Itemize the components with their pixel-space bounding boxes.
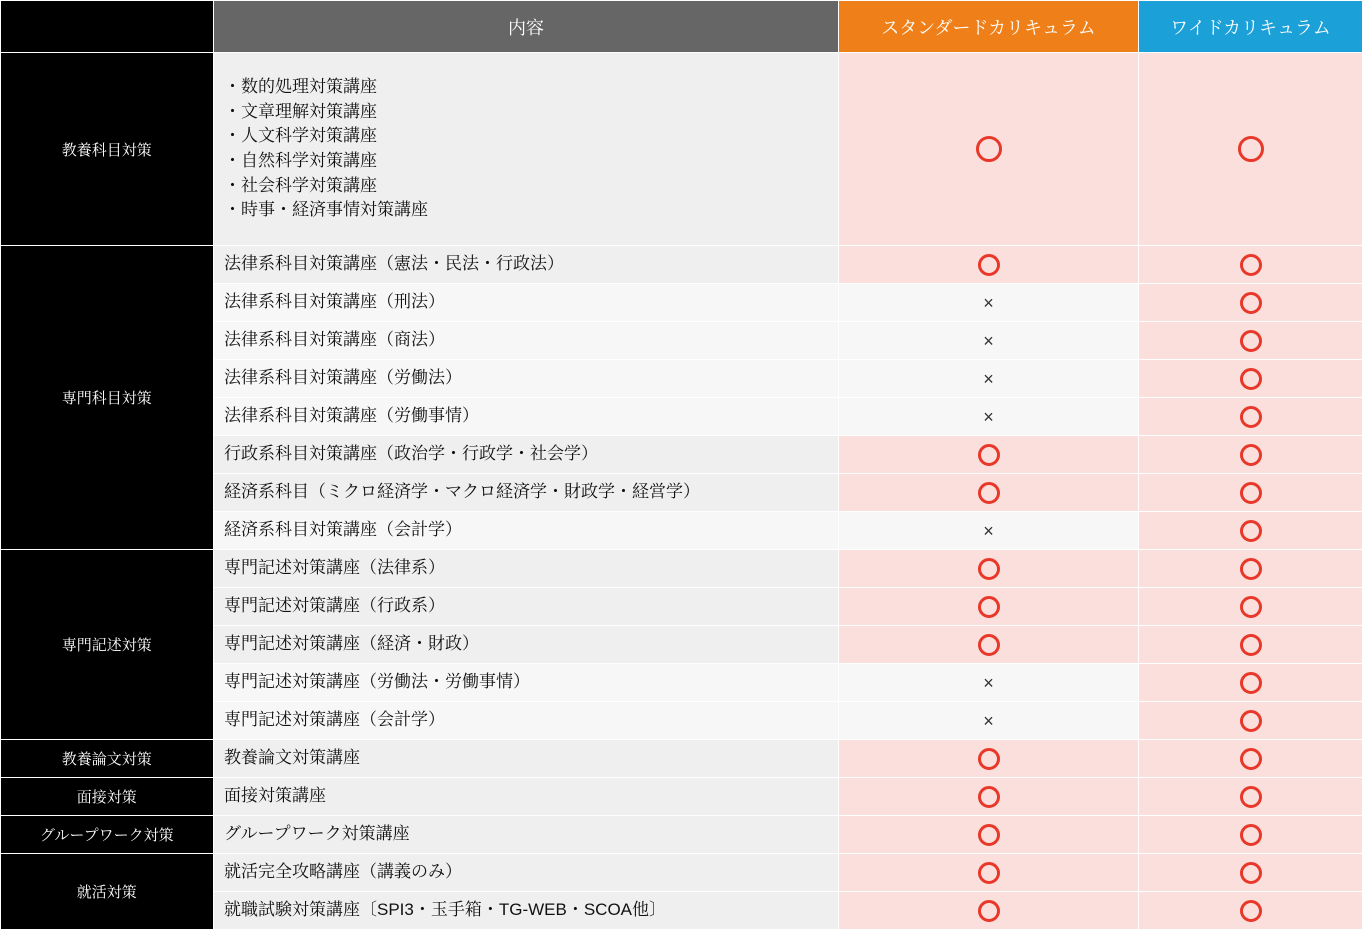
content-cell: 専門記述対策講座（会計学） <box>214 702 839 740</box>
circle-mark-icon <box>1240 862 1262 884</box>
circle-mark-icon <box>978 748 1000 770</box>
circle-mark-icon <box>978 786 1000 808</box>
circle-mark-icon <box>1240 444 1262 466</box>
category-cell: 専門記述対策 <box>1 550 214 740</box>
wide-mark-cell <box>1139 360 1362 398</box>
wide-mark-cell <box>1139 322 1362 360</box>
category-cell: グループワーク対策 <box>1 816 214 854</box>
header-content: 内容 <box>214 1 839 53</box>
circle-mark-icon <box>976 136 1002 162</box>
standard-mark-cell <box>839 892 1139 930</box>
content-cell: ・数的処理対策講座 ・文章理解対策講座 ・人文科学対策講座 ・自然科学対策講座 ・社会科学対策講座 ・時事・経済事情対策講座 <box>214 53 839 246</box>
table-row <box>1 740 1362 778</box>
cross-mark-icon: × <box>983 672 994 694</box>
wide-mark-cell <box>1139 740 1362 778</box>
content-cell: 専門記述対策講座（経済・財政） <box>214 626 839 664</box>
circle-mark-icon <box>978 596 1000 618</box>
content-cell: 法律系科目対策講座（憲法・民法・行政法） <box>214 246 839 284</box>
circle-mark-icon <box>978 558 1000 580</box>
wide-mark-cell <box>1139 854 1362 892</box>
standard-mark-cell <box>839 550 1139 588</box>
standard-mark-cell <box>839 778 1139 816</box>
standard-mark-cell <box>839 398 1139 436</box>
content-cell: 経済系科目（ミクロ経済学・マクロ経済学・財政学・経営学） <box>214 474 839 512</box>
circle-mark-icon <box>1240 406 1262 428</box>
table-row <box>1 550 1362 588</box>
content-cell: 行政系科目対策講座（政治学・行政学・社会学） <box>214 436 839 474</box>
wide-mark-cell <box>1139 664 1362 702</box>
circle-mark-icon <box>1240 710 1262 732</box>
circle-mark-icon <box>978 900 1000 922</box>
wide-mark-cell <box>1139 892 1362 930</box>
circle-mark-icon <box>978 482 1000 504</box>
standard-mark-cell <box>839 474 1139 512</box>
circle-mark-icon <box>1240 596 1262 618</box>
circle-mark-icon <box>1240 786 1262 808</box>
circle-mark-icon <box>978 634 1000 656</box>
category-cell: 就活対策 <box>1 854 214 930</box>
table-row <box>1 854 1362 892</box>
circle-mark-icon <box>1240 748 1262 770</box>
wide-mark-cell <box>1139 626 1362 664</box>
content-cell: 就活完全攻略講座（講義のみ） <box>214 854 839 892</box>
content-cell: 法律系科目対策講座（商法） <box>214 322 839 360</box>
circle-mark-icon <box>1240 520 1262 542</box>
cross-mark-icon: × <box>983 368 994 390</box>
circle-mark-icon <box>1240 634 1262 656</box>
circle-mark-icon <box>1240 292 1262 314</box>
wide-mark-cell <box>1139 474 1362 512</box>
content-cell: 就職試験対策講座〔SPI3・玉手箱・TG-WEB・SCOA他〕 <box>214 892 839 930</box>
circle-mark-icon <box>1240 672 1262 694</box>
content-cell: 教養論文対策講座 <box>214 740 839 778</box>
wide-mark-cell <box>1139 816 1362 854</box>
circle-mark-icon <box>1240 482 1262 504</box>
wide-mark-cell <box>1139 512 1362 550</box>
standard-mark-cell <box>839 53 1139 246</box>
wide-mark-cell <box>1139 284 1362 322</box>
wide-mark-cell <box>1139 588 1362 626</box>
standard-mark-cell <box>839 360 1139 398</box>
category-cell: 教養科目対策 <box>1 53 214 246</box>
table-body <box>1 53 1362 930</box>
circle-mark-icon <box>1240 330 1262 352</box>
category-cell: 教養論文対策 <box>1 740 214 778</box>
wide-mark-cell <box>1139 398 1362 436</box>
cross-mark-icon: × <box>983 330 994 352</box>
circle-mark-icon <box>1240 824 1262 846</box>
cross-mark-icon: × <box>983 710 994 732</box>
content-cell: 法律系科目対策講座（労働事情） <box>214 398 839 436</box>
wide-mark-cell <box>1139 53 1362 246</box>
standard-mark-cell <box>839 588 1139 626</box>
header-blank-cell <box>1 1 214 53</box>
category-cell: 専門科目対策 <box>1 246 214 550</box>
standard-mark-cell <box>839 284 1139 322</box>
content-cell: 面接対策講座 <box>214 778 839 816</box>
content-cell: 専門記述対策講座（行政系） <box>214 588 839 626</box>
circle-mark-icon <box>1240 900 1262 922</box>
circle-mark-icon <box>978 444 1000 466</box>
standard-mark-cell <box>839 854 1139 892</box>
standard-mark-cell <box>839 626 1139 664</box>
cross-mark-icon: × <box>983 292 994 314</box>
standard-mark-cell <box>839 816 1139 854</box>
standard-mark-cell <box>839 664 1139 702</box>
circle-mark-icon <box>1238 136 1264 162</box>
table-row <box>1 816 1362 854</box>
cross-mark-icon: × <box>983 520 994 542</box>
header-standard-curriculum: スタンダードカリキュラム <box>839 1 1139 53</box>
circle-mark-icon <box>1240 558 1262 580</box>
standard-mark-cell <box>839 740 1139 778</box>
content-cell: 専門記述対策講座（労働法・労働事情） <box>214 664 839 702</box>
table-row <box>1 53 1362 246</box>
standard-mark-cell <box>839 702 1139 740</box>
wide-mark-cell <box>1139 778 1362 816</box>
circle-mark-icon <box>1240 368 1262 390</box>
header-wide-curriculum: ワイドカリキュラム <box>1139 1 1362 53</box>
content-cell: グループワーク対策講座 <box>214 816 839 854</box>
table-row <box>1 778 1362 816</box>
table-header-row <box>1 1 1362 53</box>
standard-mark-cell <box>839 436 1139 474</box>
circle-mark-icon <box>978 824 1000 846</box>
standard-mark-cell <box>839 322 1139 360</box>
category-cell: 面接対策 <box>1 778 214 816</box>
table-row <box>1 246 1362 284</box>
standard-mark-cell <box>839 246 1139 284</box>
circle-mark-icon <box>978 254 1000 276</box>
cross-mark-icon: × <box>983 406 994 428</box>
content-cell: 法律系科目対策講座（労働法） <box>214 360 839 398</box>
content-cell: 経済系科目対策講座（会計学） <box>214 512 839 550</box>
wide-mark-cell <box>1139 702 1362 740</box>
wide-mark-cell <box>1139 436 1362 474</box>
standard-mark-cell <box>839 512 1139 550</box>
circle-mark-icon <box>978 862 1000 884</box>
content-cell: 法律系科目対策講座（刑法） <box>214 284 839 322</box>
circle-mark-icon <box>1240 254 1262 276</box>
wide-mark-cell <box>1139 246 1362 284</box>
wide-mark-cell <box>1139 550 1362 588</box>
content-cell: 専門記述対策講座（法律系） <box>214 550 839 588</box>
